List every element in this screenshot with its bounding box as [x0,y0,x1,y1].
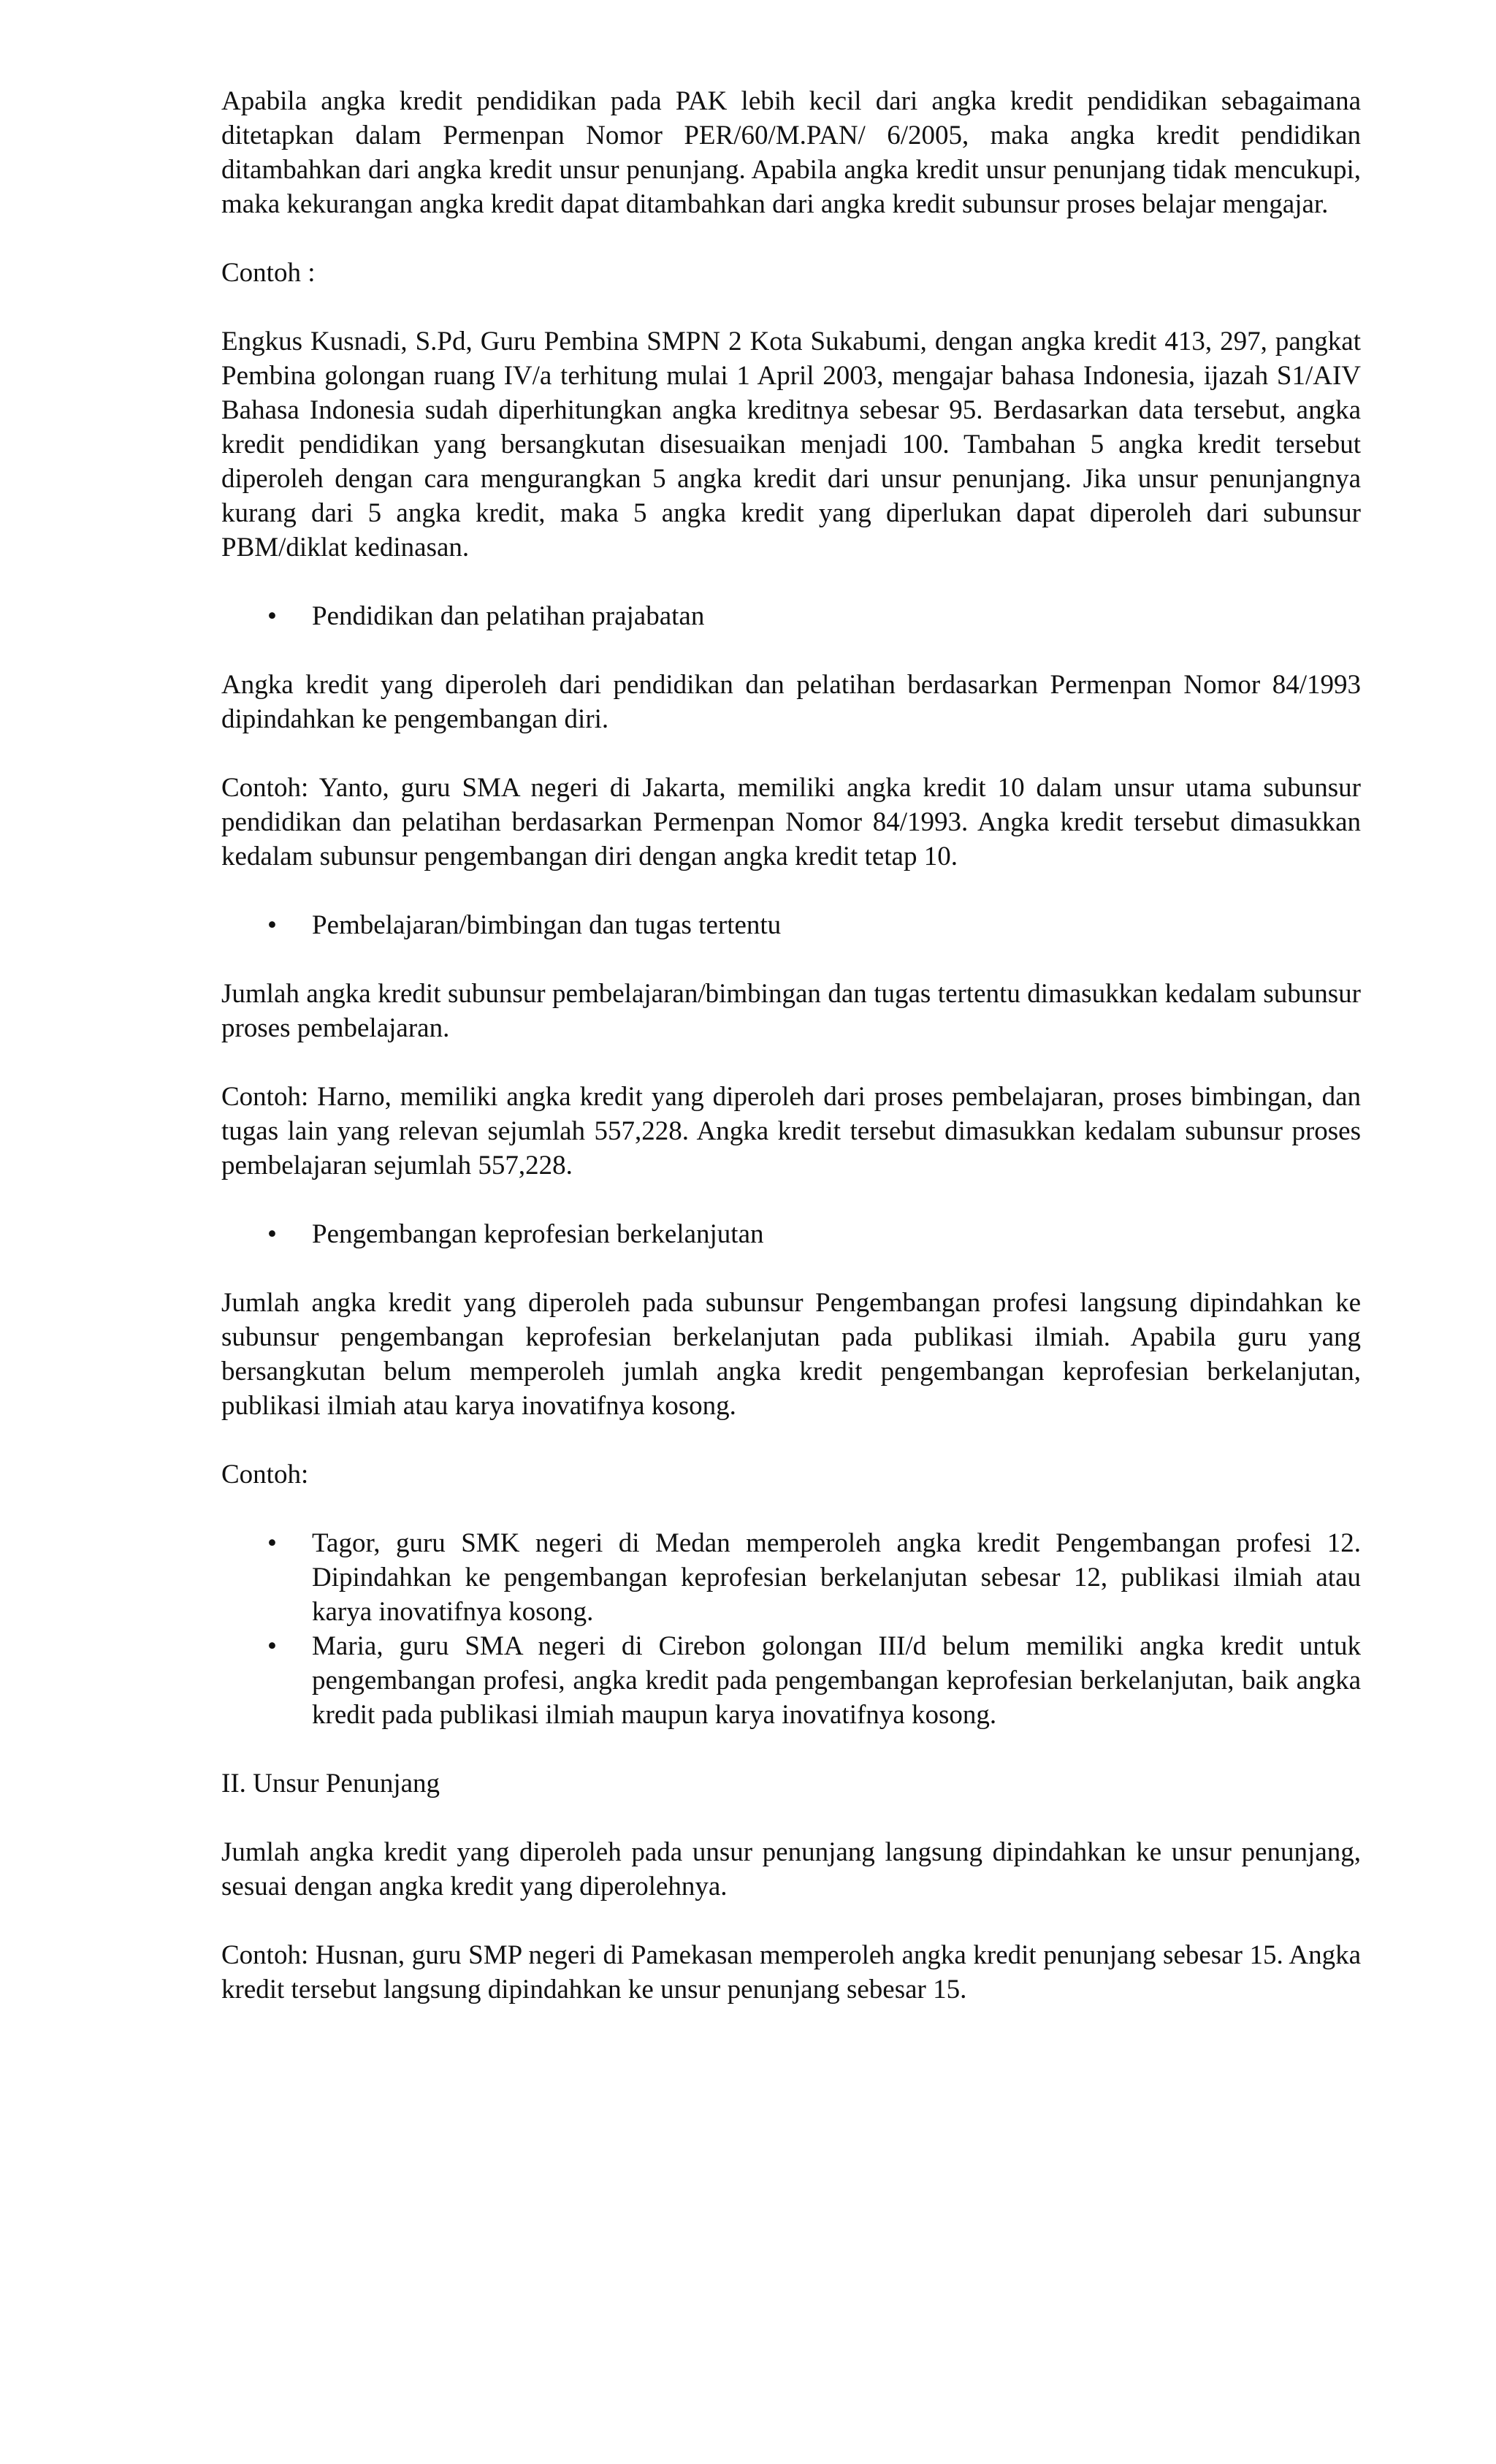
example-paragraph: Engkus Kusnadi, S.Pd, Guru Pembina SMPN 2 Kota Sukabumi, dengan angka kredit 413, 297, pangkat Pembina golongan ruang IV/a terhitung mulai 1 April 2003, mengajar bahasa Indonesia, ijazah S1/AIV Bahasa Indonesia sudah diperhitungkan angka kreditnya sebesar 95. Berdasarkan data tersebut, angka kredit pendidikan yang bersangkutan disesuaikan menjadi 100. Tambahan 5 angka kredit tersebut diperoleh dengan cara mengurangkan 5 angka kredit dari unsur penunjang. Jika unsur penunjangnya kurang dari 5 angka kredit, maka 5 angka kredit yang diperlukan dapat diperoleh dari subunsur PBM/diklat kedinasan. [221,327,1361,562]
prajabatan-example: Contoh: Yanto, guru SMA negeri di Jakarta, memiliki angka kredit 10 dalam unsur utama subunsur pendidikan dan pelatihan berdasarkan Permenpan Nomor 84/1993. Angka kredit tersebut dimasukkan kedalam subunsur pengembangan diri dengan angka kredit tetap 10. [221,773,1361,871]
pkb-example-list [221,1526,1361,1732]
pembelajaran-example: Contoh: Harno, memiliki angka kredit yang diperoleh dari proses pembelajaran, proses bimbingan, dan tugas lain yang relevan sejumlah 557,228. Angka kredit tersebut dimasukkan kedalam subunsur proses pembelajaran sejumlah 557,228. [221,1082,1361,1180]
section2-paragraph: Jumlah angka kredit yang diperoleh pada unsur penunjang langsung dipindahkan ke unsur penunjang, sesuai dengan angka kredit yang diperolehnya. [221,1837,1361,1902]
pembelajaran-paragraph: Jumlah angka kredit subunsur pembelajaran/bimbingan dan tugas tertentu dimasukkan kedalam subunsur proses pembelajaran. [221,979,1361,1043]
bullet-item-prajabatan: • Pendidikan dan pelatihan prajabatan [221,599,1361,633]
pkb-example-label: Contoh: [221,1460,309,1490]
list-item: • Tagor, guru SMK negeri di Medan memperoleh angka kredit Pengembangan profesi 12. Dipindahkan ke pengembangan keprofesian berkelanjutan sebesar 12, publikasi ilmiah atau karya inovatifnya kosong. [221,1526,1361,1629]
section2-example: Contoh: Husnan, guru SMP negeri di Pamekasan memperoleh angka kredit penunjang sebesar 15. Angka kredit tersebut langsung dipindahkan ke unsur penunjang sebesar 15. [221,1940,1361,2005]
bullet-item-pembelajaran: • Pembelajaran/bimbingan dan tugas tertentu [221,908,1361,942]
intro-paragraph: Apabila angka kredit pendidikan pada PAK lebih kecil dari angka kredit pendidikan sebagaimana ditetapkan dalam Permenpan Nomor PER/60/M.PAN/ 6/2005, maka angka kredit pendidikan ditambahkan dari angka kredit unsur penunjang. Apabila angka kredit unsur penunjang tidak mencukupi, maka kekurangan angka kredit dapat ditambahkan dari angka kredit subunsur proses belajar mengajar. [221,86,1361,219]
bullet-list-pkb [221,1217,1361,1251]
prajabatan-paragraph: Angka kredit yang diperoleh dari pendidikan dan pelatihan berdasarkan Permenpan Nomor 84/1993 dipindahkan ke pengembangan diri. [221,670,1361,734]
bullet-list-pembelajaran [221,908,1361,942]
example-label: Contoh : [221,258,316,288]
document-page [221,84,1361,2041]
bullet-list-prajabatan [221,599,1361,633]
section-heading: II. Unsur Penunjang [221,1769,440,1799]
pkb-paragraph: Jumlah angka kredit yang diperoleh pada subunsur Pengembangan profesi langsung dipindahkan ke subunsur pengembangan keprofesian berkelanjutan pada publikasi ilmiah. Apabila guru yang bersangkutan belum memperoleh jumlah angka kredit pengembangan keprofesian berkelanjutan, publikasi ilmiah atau karya inovatifnya kosong. [221,1288,1361,1421]
bullet-item-pkb: • Pengembangan keprofesian berkelanjutan [221,1217,1361,1251]
list-item: • Maria, guru SMA negeri di Cirebon golongan III/d belum memiliki angka kredit untuk pengembangan profesi, angka kredit pada pengembangan keprofesian berkelanjutan, baik angka kredit pada publikasi ilmiah maupun karya inovatifnya kosong. [221,1629,1361,1732]
